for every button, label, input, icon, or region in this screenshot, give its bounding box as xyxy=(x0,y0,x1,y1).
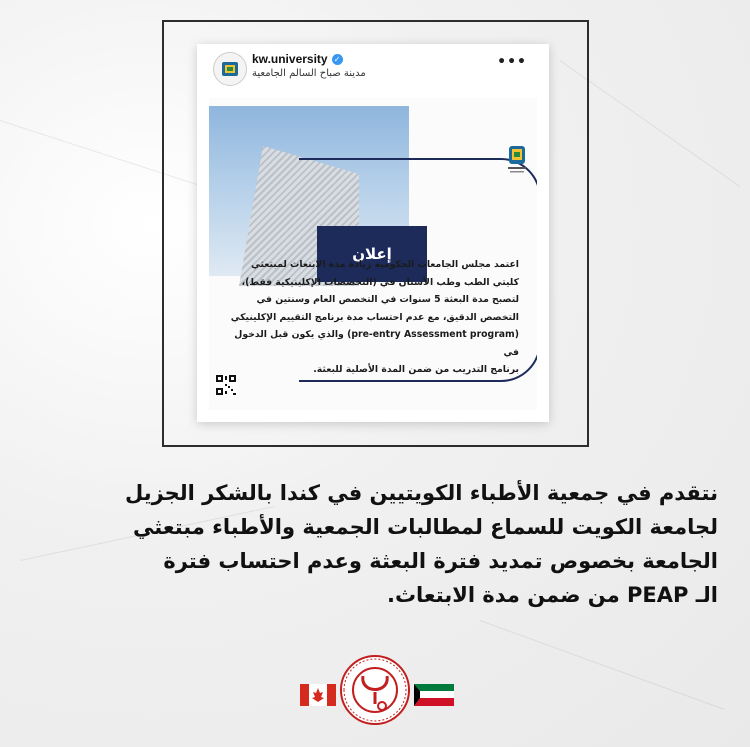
caption-line: لجامعة الكويت للسماع لمطالبات الجمعية والأطباء مبتعثي xyxy=(133,515,718,539)
announcement-line: اعتمد مجلس الجامعات الحكومية زيادة مدة الابتعاث لمبتعثي xyxy=(251,259,519,270)
caption-line: نتقدم في جمعية الأطباء الكويتيين في كندا بالشكر الجزيل xyxy=(124,481,718,505)
qr-code-icon[interactable] xyxy=(215,374,237,396)
more-options-icon[interactable]: ••• xyxy=(497,54,527,70)
announcement-text xyxy=(229,256,519,379)
post-caption xyxy=(40,476,718,612)
caption-line: الـ PEAP من ضمن مدة الابتعاث. xyxy=(386,583,718,607)
university-avatar[interactable] xyxy=(213,52,247,86)
announcement-line: لتصبح مدة البعثة 5 سنوات في التخصص العام وسنتين في xyxy=(256,294,519,305)
announcement-line: (pre-entry Assessment program) والذي يكون قبل الدخول في xyxy=(234,329,519,358)
announcement-card xyxy=(209,98,537,410)
handle-row[interactable] xyxy=(252,52,343,66)
association-logo xyxy=(296,646,454,742)
kuwait-university-logo-icon xyxy=(505,144,529,174)
association-emblem-icon xyxy=(296,646,454,742)
announcement-line: التخصص الدقيق، مع عدم احتساب مدة برنامج التقييم الإكلينيكي xyxy=(230,311,519,323)
account-handle[interactable]: kw.university xyxy=(252,52,328,66)
verified-badge-icon: ✓ xyxy=(332,54,343,65)
announcement-line: كليتي الطب وطب الأسنان في (التخصصات الإكلينيكية فقط)، xyxy=(241,276,519,288)
announcement-label: إعلان xyxy=(317,226,427,282)
caption-line: الجامعة بخصوص تمديد فترة البعثة وعدم احتساب فترة xyxy=(163,549,718,573)
announcement-line: برنامج التدريب من ضمن المدة الأصلية للبعثة. xyxy=(313,364,519,375)
instagram-post[interactable] xyxy=(197,44,549,422)
university-logo-icon xyxy=(219,58,241,80)
marble-vein xyxy=(480,620,725,710)
post-header xyxy=(197,44,549,94)
account-location[interactable]: مدينة صباح السالم الجامعية xyxy=(252,68,366,79)
